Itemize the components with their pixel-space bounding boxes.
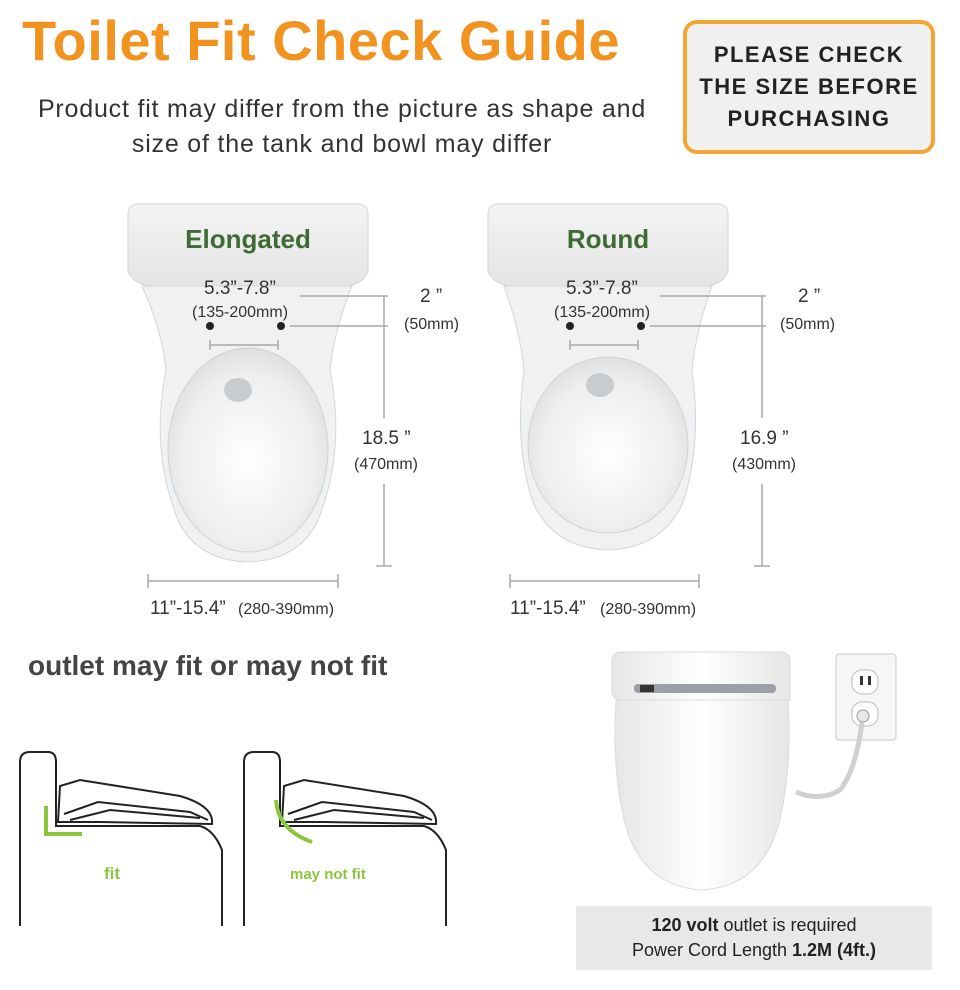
elongated-type-label: Elongated [185,224,311,254]
elongated-toilet [128,204,368,562]
elongated-length: 18.5 ” [362,428,411,449]
round-hole-spacing-mm: (135-200mm) [554,304,651,321]
round-width: 11”-15.4” [510,598,586,619]
seat-outlet-illustration [600,640,920,900]
round-length: 16.9 ” [740,428,789,449]
outlet-heading: outlet may fit or may not fit [28,650,388,681]
voltage-text: outlet is required [718,915,857,935]
outlet-socket-top [852,670,878,694]
round-toilet [488,204,728,550]
seat-hinge-bar [634,684,776,693]
fit-side-view [20,752,222,926]
page-title: Toilet Fit Check Guide [22,9,621,72]
cord-length-value: 1.2M (4ft.) [792,940,877,960]
may-not-fit-indicator [276,800,312,842]
side-view-diagrams [0,740,560,940]
voltage-value: 120 volt [651,915,719,935]
elongated-tank-offset-mm: (50mm) [404,316,460,333]
may-not-fit-label: may not fit [290,866,366,883]
page-subtitle: Product fit may differ from the picture as shape and size of the tank and bowl may differ [37,95,647,158]
fit-label: fit [104,864,121,883]
elongated-hole-spacing: 5.3”-7.8” [204,278,276,299]
plug-icon [857,710,869,722]
round-tank-offset: 2 ” [798,286,821,307]
round-length-mm: (430mm) [732,456,797,473]
round-hole-spacing: 5.3”-7.8” [566,278,638,299]
wall-outlet-plate [836,654,896,740]
seat-body [615,700,789,890]
cord-length-text: Power Cord Length [631,940,793,960]
may-not-fit-side-view [244,752,446,926]
elongated-hole-spacing-mm: (135-200mm) [192,304,289,321]
round-width-mm: (280-390mm) [600,601,697,618]
power-requirement-info [576,906,932,970]
elongated-tank-offset: 2 ” [420,286,443,307]
seat-hinge-cap [640,685,654,692]
round-tank-offset-mm: (50mm) [780,316,836,333]
elongated-width: 11”-15.4” [150,598,226,619]
elongated-width-mm: (280-390mm) [238,601,335,618]
elongated-length-mm: (470mm) [354,456,419,473]
round-type-label: Round [566,224,650,254]
notice-text: PLEASE CHECK THE SIZE BEFORE PURCHASING [699,42,919,131]
